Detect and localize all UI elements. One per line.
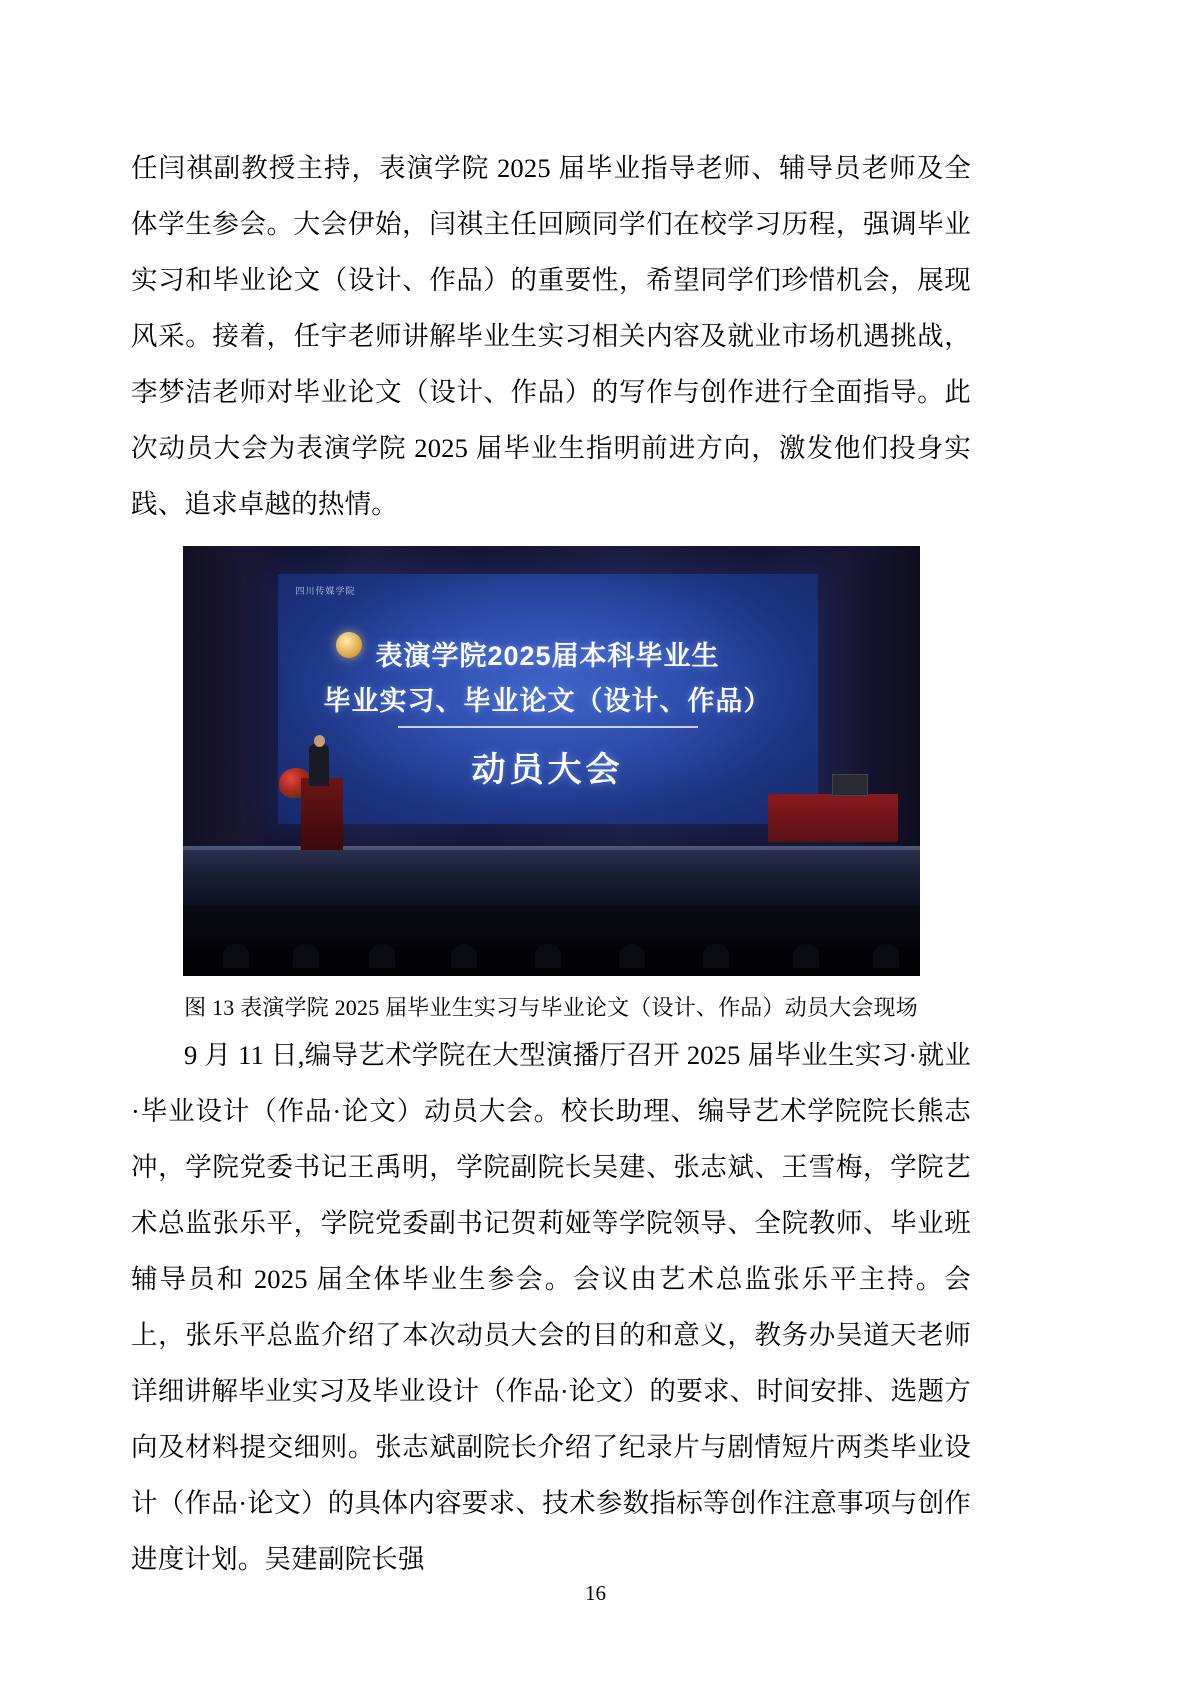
photo-audience-head [793,944,819,968]
photo-audience-head [703,944,729,968]
screen-title-line-1: 表演学院2025届本科毕业生 [375,641,720,671]
page-number: 16 [585,1581,606,1605]
photo-speaker-head [314,735,325,747]
figure-image [183,546,920,976]
photo-audience-head [535,944,561,968]
photo-stage [183,846,920,906]
photo-podium [301,778,343,850]
screen-title-line-2: 毕业实习、毕业论文（设计、作品） [323,686,772,716]
photo-audience-head [873,944,899,968]
photo-speaker-body [309,744,329,786]
figure-caption: 图 13 表演学院 2025 届毕业生实习与毕业论文（设计、作品）动员大会现场 [184,995,918,1020]
photo-room [183,546,920,976]
screen-divider [398,726,698,728]
body-paragraph-2: 9 月 11 日,编导艺术学院在大型演播厅召开 2025 届毕业生实习·就业·毕业设计（作品·论文）动员大会。校长助理、编导艺术学院院长熊志冲，学院党委书记王禹明，学院副院长吴建、张志斌、王雪梅，学院艺术总监张乐平，学院党委副书记贺莉娅等学院领导、全院教师、毕业班辅导员和 2025 届全体毕业生参会。会议由艺术总监张乐平主持。会上，张乐平总监介绍了本次动员大会的目的和意义，教务办吴道天老师详细讲解毕业实习及毕业设计（作品·论文）的要求、时间安排、选题方向及材料提交细则。张志斌副院长介绍了纪录片与剧情短片两类毕业设计（作品·论文）的具体内容要求、技术参数指标等创作注意事项与创作进度计划。吴建副院长强 [131,1040,971,1574]
photo-audience [183,930,920,976]
figure-block [131,546,971,1027]
photo-audience-head [619,944,645,968]
photo-projection-screen [278,574,818,824]
photo-audience-head [451,944,477,968]
photo-stage-edge [183,846,920,850]
screen-title-line-3: 动员大会 [471,751,624,789]
body-paragraph-1: 任闫祺副教授主持，表演学院 2025 届毕业指导老师、辅导员老师及全体学生参会。大会伊始，闫祺主任回顾同学们在校学习历程，强调毕业实习和毕业论文（设计、作品）的重要性，希望同学们珍惜机会，展现风采。接着，任宇老师讲解毕业生实习相关内容及就业市场机遇挑战，李梦洁老师对毕业论文（设计、作品）的写作与创作进行全面指导。此次动员大会为表演学院 2025 届毕业生指明前进方向，激发他们投身实践、追求卓越的热情。 [131,153,971,519]
photo-audience-head [223,944,249,968]
photo-side-table [768,794,898,842]
photo-laptop [832,774,868,796]
photo-audience-head [293,944,319,968]
photo-audience-head [369,944,395,968]
page-content [131,140,971,1587]
screen-logo-text: 四川传媒学院 [295,586,356,596]
